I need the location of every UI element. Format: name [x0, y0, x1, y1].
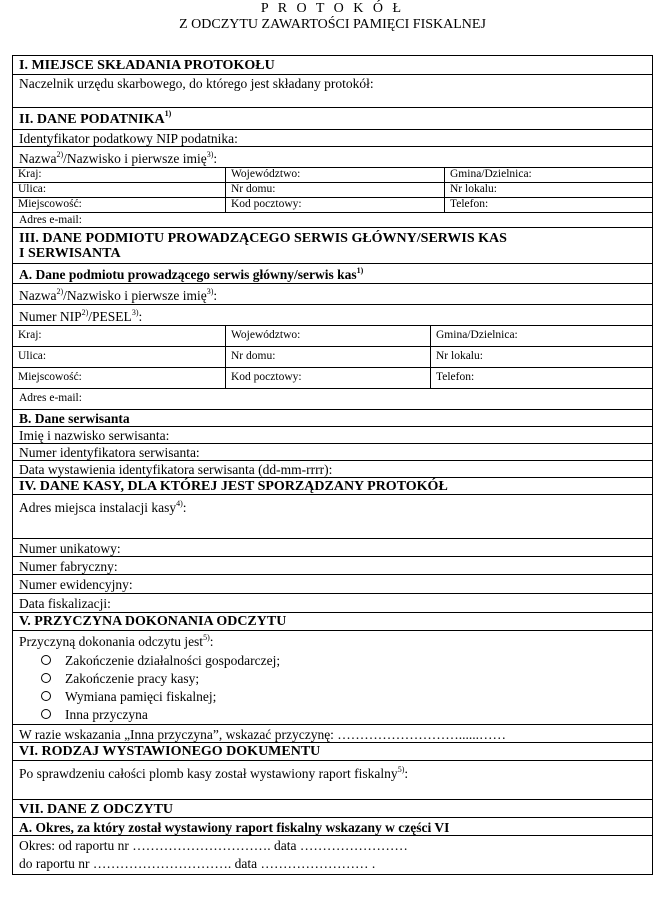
service-address-row-1: [13, 325, 652, 346]
section-5-heading: V. PRZYCZYNA DOKONANIA ODCZYTU: [19, 614, 287, 629]
taxpayer-address-row-1: [13, 167, 652, 182]
register-unique-number-label: Numer unikatowy:: [19, 541, 121, 556]
radio-circle-icon[interactable]: [41, 691, 51, 701]
technician-id-date-field[interactable]: [13, 460, 652, 477]
section-5-heading-row: [13, 612, 652, 630]
taxpayer-street-field[interactable]: Ulica:: [18, 183, 47, 195]
document-type-label: Po sprawdzeniu całości plomb kasy został wystawiony raport fiskalny$^{5)}$:: [19, 764, 409, 781]
service-postal-code-field[interactable]: Kod pocztowy:: [225, 368, 430, 388]
document-type-field[interactable]: [13, 760, 652, 799]
tax-office-field[interactable]: [13, 74, 652, 107]
section-2-heading: II. DANE PODATNIKA$^{1)}$: [19, 109, 172, 127]
tax-office-label: Naczelnik urzędu skarbowego, do którego jest składany protokół:: [19, 76, 374, 91]
section-7-heading: VII. DANE Z ODCZYTU: [19, 802, 174, 817]
technician-id-date-label: Data wystawienia identyfikatora serwisanta (dd-mm-rrrr):: [19, 462, 333, 477]
service-house-number-field[interactable]: Nr domu:: [225, 347, 430, 367]
other-reason-field[interactable]: [13, 724, 652, 742]
taxpayer-house-number-field[interactable]: Nr domu:: [225, 183, 444, 197]
taxpayer-name-field[interactable]: [13, 146, 652, 167]
service-nip-field[interactable]: [13, 304, 652, 325]
protocol-subtitle: Z ODCZYTU ZAWARTOŚCI PAMIĘCI FISKALNEJ: [179, 17, 486, 32]
section-3-heading-line-1: III. DANE PODMIOTU PROWADZĄCEGO SERWIS GŁÓWNY/SERWIS KAS: [19, 231, 507, 246]
service-phone-field[interactable]: Telefon:: [430, 368, 652, 388]
service-apartment-field[interactable]: Nr lokalu:: [430, 347, 652, 367]
register-serial-number-field[interactable]: [13, 556, 652, 574]
register-record-number-field[interactable]: [13, 574, 652, 593]
section-3a-heading: A. Dane podmiotu prowadzącego serwis główny/serwis kas$^{1)}$: [19, 265, 364, 282]
reason-block: [13, 630, 652, 724]
section-1-heading: I. MIEJSCE SKŁADANIA PROTOKOŁU: [19, 58, 275, 73]
technician-id-label: Numer identyfikatora serwisanta:: [19, 445, 200, 460]
taxpayer-commune-field[interactable]: Gmina/Dzielnica:: [444, 168, 652, 182]
report-period-to: do raportu nr …………………………. data …………………… .: [19, 856, 376, 871]
protocol-form: [12, 55, 653, 875]
reason-label: Przyczyną dokonania odczytu jest$^{5)}$:: [19, 632, 214, 649]
section-7a-heading: A. Okres, za który został wystawiony raport fiskalny wskazany w części VI: [19, 820, 450, 835]
service-voivodeship-field[interactable]: Województwo:: [225, 326, 430, 346]
section-2-heading-row: [13, 107, 652, 129]
section-4-heading: IV. DANE KASY, DLA KTÓREJ JEST SPORZĄDZANY PROTOKÓŁ: [19, 479, 448, 494]
section-3b-heading: B. Dane serwisanta: [19, 411, 130, 426]
report-period-from: Okres: od raportu nr …………………………. data ……………………: [19, 838, 408, 853]
reason-option-other[interactable]: Inna przyczyna: [41, 707, 148, 723]
service-address-row-2: [13, 346, 652, 367]
taxpayer-address-row-2: [13, 182, 652, 197]
service-email-label: Adres e-mail:: [19, 392, 82, 404]
section-6-heading: VI. RODZAJ WYSTAWIONEGO DOKUMENTU: [19, 744, 321, 759]
section-3-heading-line-2: I SERWISANTA: [19, 246, 121, 261]
taxpayer-voivodeship-field[interactable]: Województwo:: [225, 168, 444, 182]
section-4-heading-row: [13, 477, 652, 494]
service-street-field[interactable]: Ulica:: [18, 350, 47, 362]
radio-circle-icon[interactable]: [41, 673, 51, 683]
service-address-row-3: [13, 367, 652, 388]
taxpayer-email-field[interactable]: [13, 212, 652, 227]
register-address-field[interactable]: [13, 494, 652, 538]
section-1-heading-row: [13, 56, 652, 74]
register-record-number-label: Numer ewidencyjny:: [19, 577, 133, 592]
register-serial-number-label: Numer fabryczny:: [19, 559, 118, 574]
radio-circle-icon[interactable]: [41, 655, 51, 665]
fiscalization-date-field[interactable]: [13, 593, 652, 612]
service-city-field[interactable]: Miejscowość:: [18, 371, 82, 383]
taxpayer-nip-label: Identyfikator podatkowy NIP podatnika:: [19, 131, 238, 146]
section-3a-heading-row: [13, 263, 652, 283]
taxpayer-email-label: Adres e-mail:: [19, 214, 82, 226]
section-3b-heading-row: [13, 409, 652, 426]
section-6-heading-row: [13, 742, 652, 760]
register-address-label: Adres miejsca instalacji kasy$^{4)}$:: [19, 498, 187, 515]
section-7-heading-row: [13, 799, 652, 817]
fiscalization-date-label: Data fiskalizacji:: [19, 596, 111, 611]
taxpayer-city-field[interactable]: Miejscowość:: [18, 198, 82, 210]
section-7a-heading-row: [13, 817, 652, 835]
taxpayer-address-row-3: [13, 197, 652, 212]
taxpayer-apartment-field[interactable]: Nr lokalu:: [444, 183, 652, 197]
service-name-field[interactable]: [13, 283, 652, 304]
service-country-field[interactable]: Kraj:: [18, 329, 42, 341]
taxpayer-postal-code-field[interactable]: Kod pocztowy:: [225, 198, 444, 212]
reason-option-end-register[interactable]: Zakończenie pracy kasy;: [41, 671, 199, 687]
taxpayer-name-label: Nazwa$^{2)}$/Nazwisko i pierwsze imię$^{3)}$:: [19, 149, 218, 166]
other-reason-label: W razie wskazania „Inna przyczyna”, wskazać przyczynę: ………………………......……: [19, 727, 507, 742]
taxpayer-phone-field[interactable]: Telefon:: [444, 198, 652, 212]
technician-id-field[interactable]: [13, 443, 652, 460]
register-unique-number-field[interactable]: [13, 538, 652, 556]
technician-name-field[interactable]: [13, 426, 652, 443]
service-email-field[interactable]: [13, 388, 652, 409]
protocol-title: P R O T O K Ó Ł: [260, 1, 405, 16]
section-3-heading-row: [13, 227, 652, 263]
report-period-field[interactable]: [13, 835, 652, 874]
reason-option-memory-replacement[interactable]: Wymiana pamięci fiskalnej;: [41, 689, 216, 705]
service-name-label: Nazwa$^{2)}$/Nazwisko i pierwsze imię$^{3)}$:: [19, 286, 218, 303]
taxpayer-nip-field[interactable]: [13, 129, 652, 146]
taxpayer-country-field[interactable]: Kraj:: [18, 168, 42, 180]
radio-circle-icon[interactable]: [41, 709, 51, 719]
service-nip-label: Numer NIP$^{2)}$/PESEL$^{3)}$:: [19, 307, 143, 324]
reason-option-end-business[interactable]: Zakończenie działalności gospodarczej;: [41, 653, 280, 669]
technician-name-label: Imię i nazwisko serwisanta:: [19, 428, 170, 443]
service-commune-field[interactable]: Gmina/Dzielnica:: [430, 326, 652, 346]
